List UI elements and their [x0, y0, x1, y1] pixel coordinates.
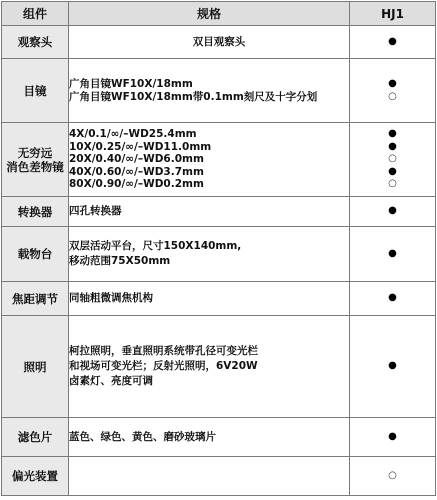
spec-text: 4X/0.1/∞/–WD25.4mm [69, 128, 197, 141]
filled-dot-icon: ● [388, 140, 397, 152]
spec-text: 20X/0.40/∞/–WD6.0mm [69, 153, 204, 166]
row-label [2, 457, 69, 496]
row-mark [350, 457, 436, 496]
header-spec: 规格 [69, 2, 350, 26]
spec-text: 移动范围75X50mm [69, 255, 171, 267]
row-mark [350, 197, 436, 227]
row-spec [69, 282, 350, 316]
label-text: 焦距调节 [12, 291, 58, 306]
table-row [2, 316, 436, 418]
empty-circle-icon: ○ [388, 153, 397, 165]
header-component: 组件 [2, 2, 69, 26]
filled-dot-icon: ● [388, 78, 397, 89]
spec-text: 广角目镜WF10X/18mm带0.1mm刻尺及十字分划 [69, 90, 318, 103]
table-row [2, 457, 436, 496]
spec-text: 卤素灯、亮度可调 [69, 375, 153, 387]
row-label [2, 197, 69, 227]
row-spec [69, 26, 350, 59]
table-row [2, 418, 436, 457]
row-spec [69, 316, 350, 418]
row-spec [69, 197, 350, 227]
empty-circle-icon: ○ [388, 178, 397, 190]
spec-text: 双目观察头 [192, 35, 246, 48]
table-row [2, 227, 436, 282]
table-row [2, 26, 436, 59]
row-mark [350, 59, 436, 123]
table-row [2, 59, 436, 123]
label-text: 照明 [23, 359, 47, 374]
row-spec [69, 123, 350, 197]
label-text: 目镜 [23, 83, 47, 98]
row-mark [350, 123, 436, 197]
row-mark [350, 227, 436, 282]
spec-text: 同轴粗微调焦机构 [69, 292, 153, 305]
row-label [2, 418, 69, 457]
row-mark [350, 26, 436, 59]
header-model: HJ1 [350, 2, 436, 26]
spec-text: 柯拉照明，垂直照明系统带孔径可变光栏 [69, 345, 258, 357]
spec-text: 和视场可变光栏；反射光照明，6V20W [69, 360, 258, 372]
label-text: 观察头 [17, 35, 53, 49]
row-mark [350, 282, 436, 316]
spec-text: 广角目镜WF10X/18mm [69, 78, 193, 90]
row-mark [350, 418, 436, 457]
spec-text: 蓝色、绿色、黄色、磨砂玻璃片 [69, 430, 216, 443]
row-label [2, 59, 69, 123]
row-label [2, 227, 69, 282]
label-text: 无穷远 [17, 145, 53, 160]
table-row [2, 123, 436, 197]
row-label [2, 26, 69, 59]
row-mark [350, 316, 436, 418]
spec-text: 10X/0.25/∞/–WD11.0mm [69, 140, 212, 153]
row-spec [69, 59, 350, 123]
row-label [2, 123, 69, 197]
label-text: 偏光装置 [12, 469, 58, 483]
table-row [2, 282, 436, 316]
row-label [2, 282, 69, 316]
header-row [2, 2, 436, 26]
label-text: 消色差物镜 [6, 159, 64, 174]
spec-table [1, 1, 436, 496]
label-text: 载物台 [17, 247, 53, 261]
filled-dot-icon: ● [388, 430, 397, 442]
row-label [2, 316, 69, 418]
spec-text: 40X/0.60/∞/–WD3.7mm [69, 165, 204, 178]
spec-text: 80X/0.90/∞/–WD0.2mm [69, 178, 204, 191]
label-text: 滤色片 [17, 430, 53, 444]
filled-dot-icon: ● [388, 360, 397, 372]
filled-dot-icon: ● [388, 35, 397, 47]
table-row [2, 197, 436, 227]
spec-text: 双层活动平台，尺寸150X140mm, [69, 240, 242, 252]
filled-dot-icon: ● [388, 292, 397, 304]
filled-dot-icon: ● [388, 247, 397, 259]
empty-circle-icon: ○ [388, 90, 397, 102]
spec-text: 四孔转换器 [69, 205, 122, 218]
row-spec [69, 418, 350, 457]
row-spec [69, 227, 350, 282]
filled-dot-icon: ● [388, 165, 397, 177]
empty-circle-icon: ○ [388, 469, 397, 481]
filled-dot-icon: ● [388, 128, 397, 140]
label-text: 转换器 [17, 204, 53, 219]
filled-dot-icon: ● [388, 205, 397, 217]
row-spec [69, 457, 350, 496]
